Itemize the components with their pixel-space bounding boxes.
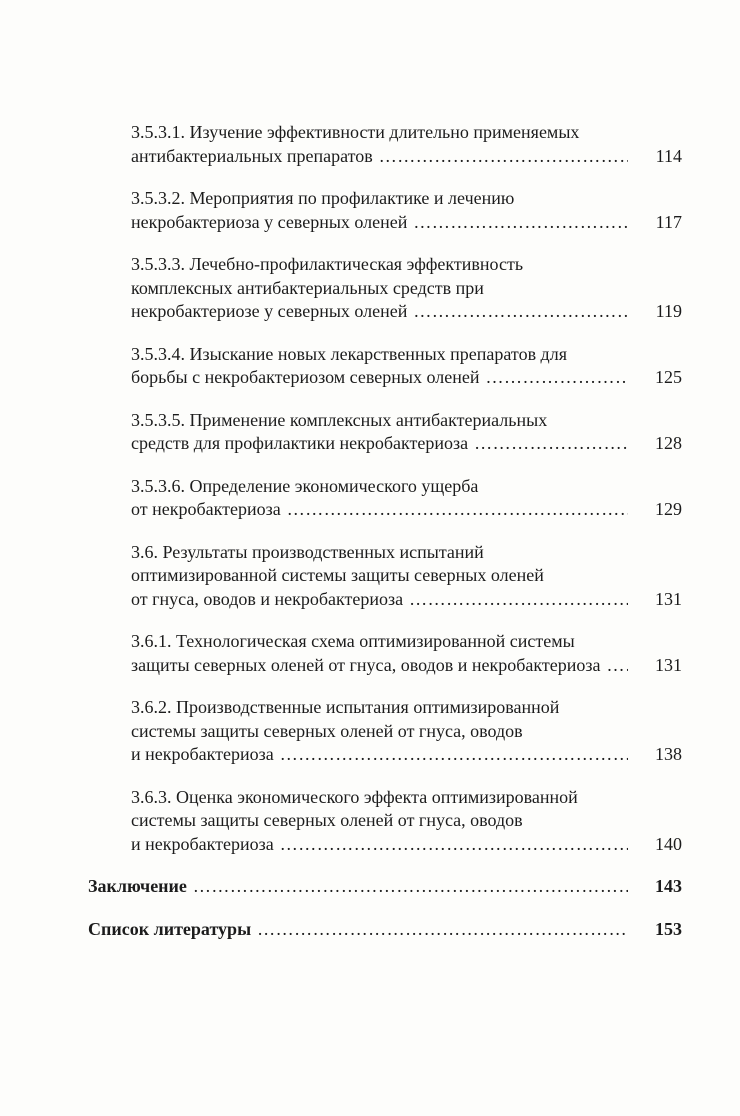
toc-page-number: 143	[655, 876, 682, 896]
toc-entry[interactable]	[131, 409, 682, 456]
toc-entry-line	[131, 409, 682, 433]
toc-entry-title: Заключение	[88, 876, 187, 896]
toc-page-number: 131	[655, 588, 682, 609]
dot-leader	[379, 145, 628, 169]
toc-entry-title: антибактериальных препаратов	[131, 145, 373, 166]
dot-leader	[413, 300, 628, 324]
toc-page-number: 125	[655, 367, 682, 387]
toc-entry[interactable]	[131, 630, 682, 677]
toc-entry-line	[131, 475, 682, 499]
toc-entry-title: 3.6.3. Оценка экономического эффекта оптимизированной	[131, 786, 578, 807]
toc-entry-title: от гнуса, оводов и некробактериоза	[131, 588, 404, 609]
toc-entry-title: комплексных антибактериальных средств при	[131, 277, 484, 298]
toc-entry-line	[131, 743, 682, 767]
toc-entry-line	[131, 588, 682, 612]
dot-leader	[257, 918, 628, 942]
toc-entry-line	[131, 211, 682, 235]
toc-entry-title: 3.5.3.6. Определение экономического ущерба	[131, 475, 479, 496]
toc-entry-title: Список литературы	[88, 918, 252, 939]
toc-entry-title: 3.6.2. Производственные испытания оптимизированной	[131, 697, 560, 717]
toc-entry-line	[131, 300, 682, 324]
toc-page-number: 131	[655, 654, 682, 675]
toc-entry-title: и некробактериоза	[131, 744, 274, 764]
toc-entry-line	[131, 630, 682, 654]
toc-entry-line	[131, 343, 682, 367]
toc-page-number: 138	[655, 744, 682, 764]
toc-entry-line	[131, 187, 682, 211]
dot-leader	[606, 654, 628, 678]
toc-page-number: 128	[655, 433, 682, 453]
toc-entry-line	[131, 541, 682, 565]
toc-entry-line	[131, 833, 682, 857]
toc-entry-line	[131, 277, 682, 301]
toc-entry-title: 3.6. Результаты производственных испытаний	[131, 541, 484, 562]
toc-entry-title: 3.5.3.2. Мероприятия по профилактике и лечению	[131, 188, 515, 208]
toc-entry-title: 3.5.3.5. Применение комплексных антибактериальных	[131, 409, 548, 430]
dot-leader	[409, 588, 628, 612]
toc-entry-title: от некробактериоза	[131, 499, 281, 519]
toc-entry[interactable]	[131, 187, 682, 234]
toc-entry-line	[131, 253, 682, 277]
toc-entry-line	[131, 121, 682, 145]
toc-page-number: 117	[655, 211, 682, 232]
dot-leader	[193, 875, 628, 899]
toc-entry-title: некробактериозе у северных оленей	[131, 301, 408, 321]
dot-leader	[280, 833, 628, 857]
toc-entry-title: средств для профилактики некробактериоза	[131, 433, 469, 453]
toc-entry-title: системы защиты северных оленей от гнуса, оводов	[131, 810, 523, 830]
toc-entry[interactable]	[131, 786, 682, 857]
toc-entry-line	[131, 654, 682, 678]
toc-entry-line	[131, 696, 682, 720]
dot-leader	[287, 498, 628, 522]
toc-page-number: 114	[655, 145, 682, 166]
toc-entry-title: защиты северных оленей от гнуса, оводов и некробактериоза	[131, 654, 601, 675]
dot-leader	[280, 743, 628, 767]
toc-entry-line	[131, 498, 682, 522]
toc-entry-line	[131, 809, 682, 833]
toc-entry-title: и некробактериоза	[131, 833, 274, 854]
toc-entry-title: 3.5.3.3. Лечебно-профилактическая эффективность	[131, 254, 524, 274]
toc-page-number: 153	[655, 918, 682, 939]
toc-entry[interactable]	[131, 121, 682, 168]
toc-entry-title: некробактериоза у северных оленей	[131, 211, 408, 232]
dot-leader	[413, 211, 628, 235]
dot-leader	[485, 366, 628, 390]
toc-entry-line	[131, 786, 682, 810]
toc-entry-line	[131, 720, 682, 744]
toc-entry-title: оптимизированной системы защиты северных оленей	[131, 565, 544, 585]
toc-entry[interactable]	[131, 253, 682, 324]
toc-entry-title: 3.5.3.1. Изучение эффективности длительно применяемых	[131, 122, 580, 142]
toc-entry[interactable]	[131, 343, 682, 390]
toc-entry-title: 3.5.3.4. Изыскание новых лекарственных препаратов для	[131, 343, 567, 364]
toc-entry[interactable]	[88, 918, 682, 942]
toc-page-number: 129	[655, 499, 682, 519]
toc-page-number: 140	[655, 833, 682, 854]
toc-entry-title: 3.6.1. Технологическая схема оптимизированной системы	[131, 631, 575, 651]
toc-entry[interactable]	[88, 875, 682, 899]
toc-entry[interactable]	[131, 475, 682, 522]
toc-entry-line	[88, 875, 682, 899]
toc-entry-line	[88, 918, 682, 942]
dot-leader	[474, 432, 628, 456]
toc-entry[interactable]	[131, 696, 682, 767]
toc-entry-line	[131, 564, 682, 588]
toc-entry-title: системы защиты северных оленей от гнуса, оводов	[131, 720, 523, 741]
toc-entry-line	[131, 145, 682, 169]
toc-entry-title: борьбы с некробактериозом северных оленей	[131, 367, 480, 387]
toc-entry[interactable]	[131, 541, 682, 612]
toc-entry-line	[131, 366, 682, 390]
table-of-contents	[0, 121, 740, 960]
toc-entry-line	[131, 432, 682, 456]
toc-page-number: 119	[655, 301, 682, 321]
